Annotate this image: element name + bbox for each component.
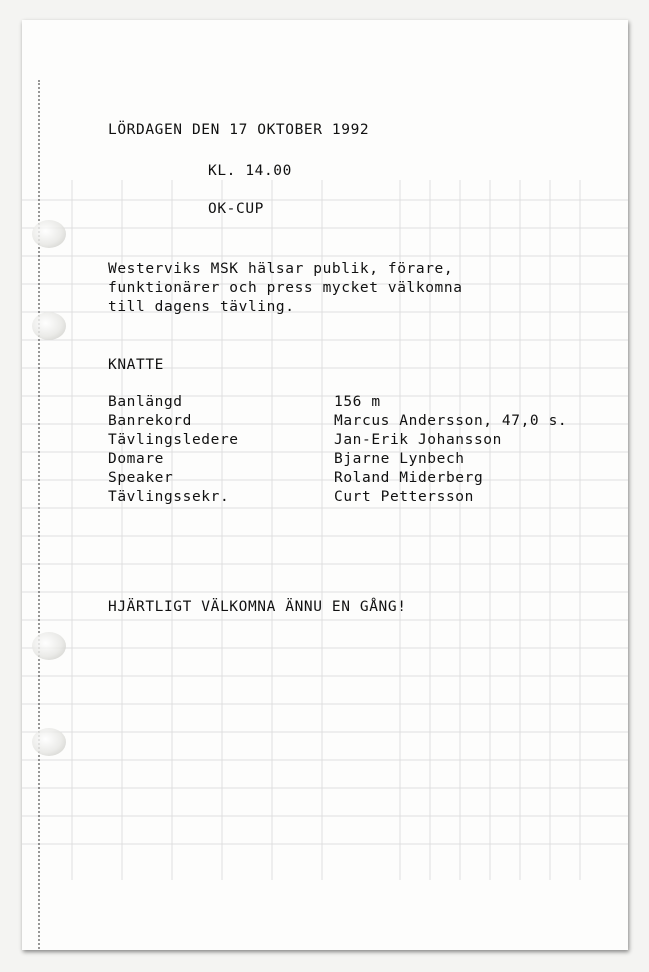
detail-row [22,451,628,470]
detail-row [22,470,628,489]
detail-row [22,432,628,451]
detail-label: Banrekord [108,413,192,429]
detail-label: Domare [108,451,164,467]
detail-row [22,489,628,508]
detail-row [22,394,628,413]
welcome-line: till dagens tävling. [108,299,295,315]
detail-label: Tävlingsledere [108,432,239,448]
punch-hole [32,632,66,660]
detail-value: Jan-Erik Johansson [334,432,502,448]
detail-value: Bjarne Lynbech [334,451,465,467]
event-title: OK-CUP [208,201,264,217]
detail-value: Curt Pettersson [334,489,474,505]
punch-hole [32,312,66,340]
event-date: LÖRDAGEN DEN 17 OKTOBER 1992 [108,122,370,138]
detail-label: Banlängd [108,394,183,410]
detail-value: Roland Miderberg [334,470,484,486]
detail-value: Marcus Andersson, 47,0 s. [334,413,568,429]
closing-line: HJÄRTLIGT VÄLKOMNA ÄNNU EN GÅNG! [108,599,407,615]
detail-label: Speaker [108,470,174,486]
welcome-line: funktionärer och press mycket välkomna [108,280,463,296]
class-heading: KNATTE [108,357,164,373]
welcome-line: Westerviks MSK hälsar publik, förare, [108,261,454,277]
detail-row [22,413,628,432]
event-time: KL. 14.00 [208,163,292,179]
document-page [22,20,628,950]
binding-stitch-line [38,80,44,950]
punch-hole [32,220,66,248]
punch-hole [32,728,66,756]
detail-value: 156 m [334,394,381,410]
detail-label: Tävlingssekr. [108,489,230,505]
